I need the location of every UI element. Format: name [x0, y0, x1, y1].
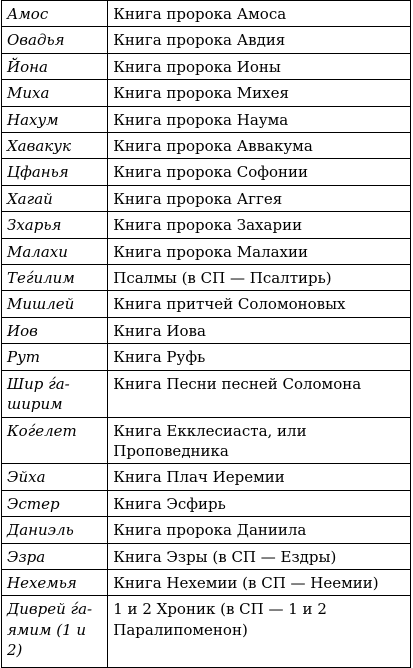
hebrew-name-cell: Даниэль [2, 517, 108, 543]
hebrew-name-cell: Миха [2, 80, 108, 106]
russian-name-cell: Книга Песни песней Соломона [108, 370, 411, 417]
books-table-body [2, 1, 411, 668]
table-row [2, 133, 411, 159]
russian-name-cell: Книга пророка Аввакума [108, 133, 411, 159]
russian-name-cell: Книга пророка Аггея [108, 185, 411, 211]
table-row [2, 27, 411, 53]
table-row [2, 569, 411, 595]
hebrew-name-cell: Эзра [2, 543, 108, 569]
russian-name-cell: Книга Екклесиаста, или Проповедника [108, 417, 411, 464]
hebrew-name-cell: Нахум [2, 106, 108, 132]
hebrew-name-cell: Рут [2, 344, 108, 370]
russian-name-cell: Книга Эсфирь [108, 490, 411, 516]
table-row [2, 543, 411, 569]
table-row [2, 265, 411, 291]
russian-name-cell: Книга пророка Авдия [108, 27, 411, 53]
hebrew-name-cell: Хавакук [2, 133, 108, 159]
table-row [2, 212, 411, 238]
hebrew-name-cell: Хагай [2, 185, 108, 211]
hebrew-name-cell: Малахи [2, 238, 108, 264]
hebrew-name-cell: Мишлей [2, 291, 108, 317]
table-row [2, 291, 411, 317]
hebrew-name-cell: Цфанья [2, 159, 108, 185]
hebrew-name-cell: Йона [2, 53, 108, 79]
table-row [2, 344, 411, 370]
russian-name-cell: Книга пророка Даниила [108, 517, 411, 543]
russian-name-cell: 1 и 2 Хроник (в СП — 1 и 2 Паралипоменон) [108, 596, 411, 667]
hebrew-name-cell: Нехемья [2, 569, 108, 595]
russian-name-cell: Книга пророка Захарии [108, 212, 411, 238]
table-row [2, 159, 411, 185]
hebrew-name-cell: Иов [2, 317, 108, 343]
hebrew-name-cell: Зхарья [2, 212, 108, 238]
table-row [2, 1, 411, 27]
table-row [2, 370, 411, 417]
hebrew-name-cell: Теѓилим [2, 265, 108, 291]
table-row [2, 238, 411, 264]
table-row [2, 53, 411, 79]
russian-name-cell: Книга пророка Софонии [108, 159, 411, 185]
table-row [2, 490, 411, 516]
russian-name-cell: Псалмы (в СП — Псалтирь) [108, 265, 411, 291]
russian-name-cell: Книга пророка Малахии [108, 238, 411, 264]
table-row [2, 106, 411, 132]
hebrew-name-cell: Эйха [2, 464, 108, 490]
table-row [2, 185, 411, 211]
table-row [2, 317, 411, 343]
russian-name-cell: Книга пророка Ионы [108, 53, 411, 79]
russian-name-cell: Книга пророка Наума [108, 106, 411, 132]
table-row [2, 80, 411, 106]
hebrew-name-cell: Коѓелет [2, 417, 108, 464]
hebrew-name-cell: Эстер [2, 490, 108, 516]
books-table [1, 0, 411, 668]
hebrew-name-cell: Шир ѓа-ширим [2, 370, 108, 417]
hebrew-name-cell: Амос [2, 1, 108, 27]
russian-name-cell: Книга Плач Иеремии [108, 464, 411, 490]
table-row [2, 596, 411, 667]
table-row [2, 417, 411, 464]
hebrew-name-cell: Овадья [2, 27, 108, 53]
russian-name-cell: Книга пророка Михея [108, 80, 411, 106]
hebrew-name-cell: Диврей ѓа-ямим (1 и 2) [2, 596, 108, 667]
russian-name-cell: Книга притчей Соломоновых [108, 291, 411, 317]
russian-name-cell: Книга Иова [108, 317, 411, 343]
russian-name-cell: Книга Нехемии (в СП — Неемии) [108, 569, 411, 595]
russian-name-cell: Книга пророка Амоса [108, 1, 411, 27]
table-row [2, 517, 411, 543]
table-row [2, 464, 411, 490]
russian-name-cell: Книга Руфь [108, 344, 411, 370]
russian-name-cell: Книга Эзры (в СП — Ездры) [108, 543, 411, 569]
